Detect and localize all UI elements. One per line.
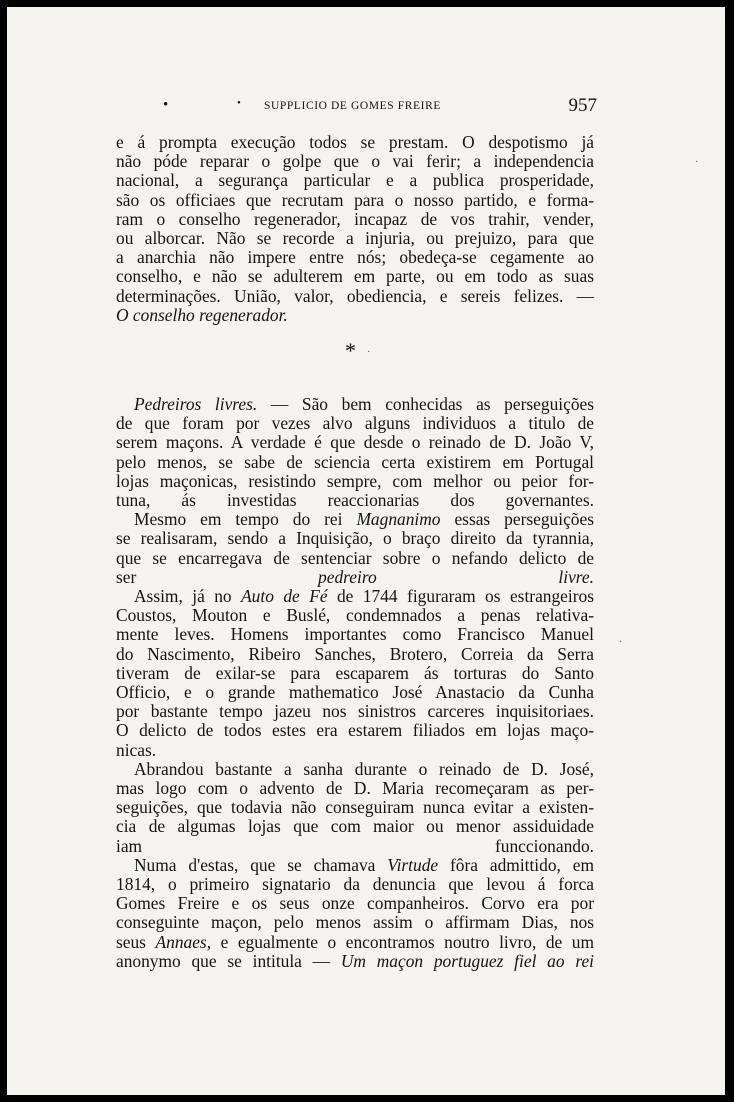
text-span: seus <box>116 931 156 952</box>
text-line: se realisaram, sendo a Inquisição, o braço direito da tyrannia, <box>116 528 594 549</box>
text-line: a anarchia não impere entre nós; obedeça-se cegamente ao <box>116 247 594 268</box>
running-title: SUPPLICIO DE GOMES FREIRE <box>264 100 441 112</box>
text-span: de 1744 figuraram os estrangeiros <box>327 586 594 607</box>
text-line <box>116 587 594 606</box>
text-line: Officio, e o grande mathematico José Anastacio da Cunha <box>116 682 594 703</box>
text-line: nacional, a segurança particular e a publica prosperidade, <box>116 170 594 191</box>
ink-speck: · <box>367 347 371 358</box>
italic-span: Annaes, <box>155 931 212 952</box>
text-line: cia de algumas lojas que com maior ou menor assiduidade <box>116 816 594 837</box>
text-line <box>116 952 594 971</box>
paragraph-magnanimo <box>116 510 594 587</box>
text-span: Numa d'estas, que se chamava <box>134 854 388 875</box>
text-line <box>116 933 594 952</box>
text-line <box>116 856 594 875</box>
text-line: ou alborcar. Não se recorde a injuria, ou prejuizo, para que <box>116 228 594 249</box>
text-line: iam funccionando. <box>116 835 594 856</box>
italic-span: pedreiro livre. <box>318 566 594 587</box>
text-span: fôra admittido, em <box>438 854 594 875</box>
text-line <box>116 510 594 529</box>
text-line: ram o conselho regenerador, incapaz de vos trahir, vender, <box>116 208 594 229</box>
text-line: lojas maçonicas, resistindo sempre, com melhor ou peior for- <box>116 470 594 491</box>
header-mark-right: • <box>237 97 241 109</box>
text-line: do Nascimento, Ribeiro Sanches, Brotero, Correia da Serra <box>116 643 594 664</box>
book-page <box>7 7 725 1095</box>
text-span: — São bem conhecidas as perseguições <box>257 394 595 414</box>
text-line: por bastante tempo jazeu nos sinistros carceres inquisitoriaes. <box>116 701 594 722</box>
italic-span: Magnanimo <box>356 509 441 530</box>
text-line: O delicto de todos estes era estarem filiados em lojas maço- <box>116 720 594 741</box>
text-line: e á prompta execução todos se prestam. O despotismo já <box>116 132 594 152</box>
page-number: 957 <box>568 95 597 116</box>
text-line: conselho, e não se adulterem em parte, ou em todo as suas <box>116 266 594 287</box>
text-line <box>116 568 594 587</box>
text-line: não póde reparar o golpe que o vai ferir; a independencia <box>116 151 594 172</box>
italic-span: Auto de Fé <box>241 586 328 607</box>
text-line: Gomes Freire e os seus onze companheiros. Corvo era por <box>116 893 594 914</box>
italic-span: Um maçon portuguez fiel ao rei <box>340 950 594 971</box>
paragraph-abrandou <box>116 760 594 856</box>
page-header <box>117 95 597 119</box>
text-line: serem maçons. A verdade é que desde o reinado de D. João V, <box>116 432 594 453</box>
section-separator: * <box>345 338 356 363</box>
text-line <box>116 395 594 414</box>
section-heading: Pedreiros livres. <box>134 394 258 414</box>
text-line: determinações. União, valor, obediencia, e sereis felizes. — <box>116 285 594 306</box>
paragraph-pedreiros <box>116 395 594 510</box>
text-line: pelo menos, se sabe de sciencia certa existirem em Portugal <box>116 451 594 472</box>
text-line: tiveram de exilar-se para escaparem ás torturas do Santo <box>116 662 594 683</box>
text-line: seguições, que todavia não conseguiram nunca evitar a existen- <box>116 797 594 818</box>
ink-speck: · <box>619 637 623 648</box>
text-line: de que foram por vezes alvo alguns individuos a titulo de <box>116 413 594 434</box>
text-line: mas logo com o advento de D. Maria recomeçaram as per- <box>116 778 594 799</box>
text-line: nicas. <box>116 739 157 760</box>
section-2 <box>116 395 594 971</box>
italic-span: Virtude <box>387 854 439 875</box>
text-line: são os officiaes que recrutam para o nosso partido, e forma- <box>116 189 594 210</box>
signature-text: O conselho regenerador. <box>116 304 288 325</box>
ink-speck: · <box>695 157 699 168</box>
paragraph-auto-de-fe <box>116 587 594 760</box>
text-span: ser <box>116 566 319 587</box>
text-line: conseguinte maçon, pelo menos assim o affirmam Dias, nos <box>116 912 594 933</box>
text-span: essas perseguições <box>440 509 594 530</box>
text-line: Abrandou bastante a sanha durante o reinado de D. José, <box>134 758 594 779</box>
header-mark-left: • <box>163 97 169 113</box>
text-line: que se encarregava de sentenciar sobre o nefando delicto de <box>116 547 594 568</box>
text-span: Assim, já no <box>134 586 242 607</box>
text-line: Coustos, Mouton e Buslé, condemnados a penas relativa- <box>116 605 594 626</box>
signature <box>116 306 594 325</box>
paragraph-virtude <box>116 856 594 971</box>
text-span: Mesmo em tempo do rei <box>134 509 357 530</box>
text-line: 1814, o primeiro signatario da denuncia que levou á forca <box>116 874 594 895</box>
section-1 <box>116 133 594 325</box>
text-line: tuna, ás investidas reaccionarias dos governantes. <box>116 490 594 511</box>
text-span: anonymo que se intitula — <box>116 950 341 971</box>
text-line: mente leves. Homens importantes como Francisco Manuel <box>116 624 594 645</box>
text-span: e egualmente o encontramos noutro livro, de um <box>211 931 594 952</box>
